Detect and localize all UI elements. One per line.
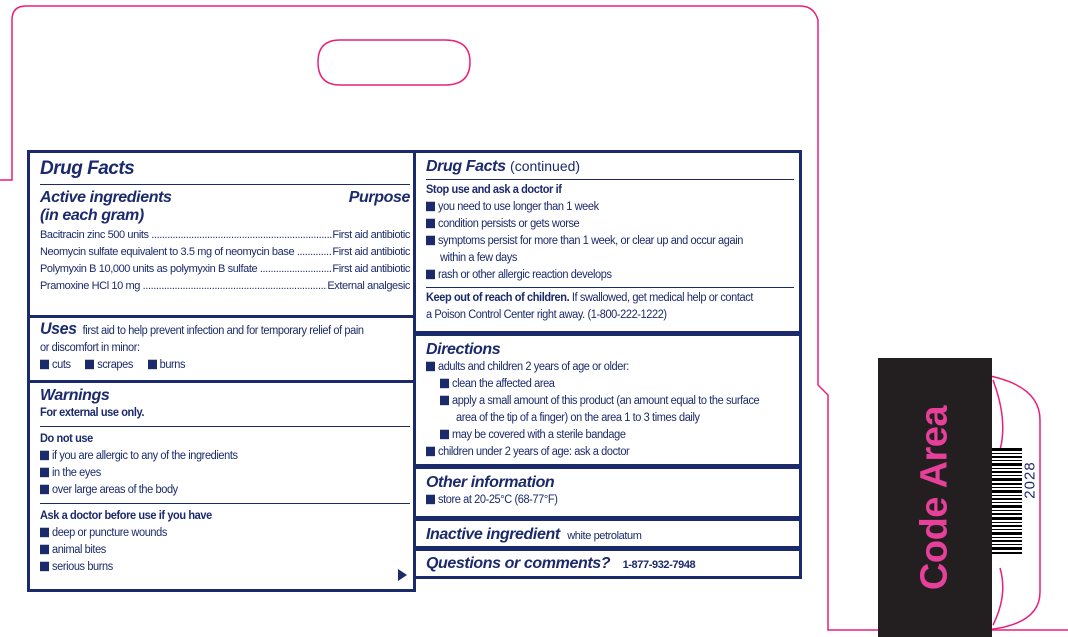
do-not-use-item: in the eyes [40,465,410,483]
ingredient-purpose: First aid antibiotic [332,262,410,275]
directions-heading: Directions [426,341,501,358]
keep-out-text: If swallowed, get medical help or contact [571,292,753,305]
questions-panel [413,548,802,579]
directions-item-cont: area of the tip of a finger) on the area 1 to 3 times daily [456,412,700,425]
ingredient-row [40,227,410,244]
directions-intro: adults and children 2 years of age or older: [426,359,794,377]
directions-panel [413,333,802,467]
ask-doctor-heading: Ask a doctor before use if you have [40,510,212,523]
uses-section [40,321,410,374]
ingredient-row [40,261,410,278]
other-information-panel [413,466,802,519]
directions-item: may be covered with a sterile bandage [426,427,794,445]
barcode [992,448,1038,554]
other-information-item: store at 20-25°C (68-77°F) [426,492,794,510]
inactive-ingredient-heading: Inactive ingredient [426,526,560,543]
ingredients-list [40,227,410,295]
keep-out-text-cont: a Poison Control Center right away. (1-800-222-1222) [426,309,667,322]
stop-use-item: rash or other allergic reaction develops [426,267,794,285]
inactive-ingredient-text: white petrolatum [567,530,642,542]
stop-use-item: symptoms persist for more than 1 week, or clear up and occur again [426,233,794,251]
stop-use-item-cont: within a few days [440,252,517,265]
uses-heading: Uses [40,320,77,339]
directions-item: apply a small amount of this product (an amount equal to the surface [426,393,794,411]
other-information-heading: Other information [426,474,555,491]
ingredient-purpose: First aid antibiotic [332,245,410,258]
purpose-heading: Purpose [348,188,410,206]
do-not-use-heading: Do not use [40,433,93,446]
inactive-ingredient-panel [413,518,802,549]
uses-item: scrapes [85,359,133,372]
do-not-use-item: over large areas of the body [40,482,410,500]
directions-item: clean the affected area [426,376,794,394]
ingredient-row [40,278,410,295]
warnings-divider [30,380,413,383]
ingredient-name: Bacitracin zinc 500 units ..... [40,227,332,244]
continue-arrow-icon [398,569,407,581]
title-rule [40,184,410,185]
barcode-number: 2028 [1021,461,1039,499]
warnings-rule [40,503,410,504]
active-ingredients-subheading: (in each gram) [40,207,144,225]
directions-children: children under 2 years of age: ask a doctor [426,444,794,462]
drug-facts-continued-title: Drug Facts [426,158,506,175]
continued-rule [426,179,794,180]
uses-divider [30,315,413,318]
ingredient-purpose: First aid antibiotic [332,228,410,241]
uses-text-cont: or discomfort in minor: [40,341,140,355]
warnings-rule [40,426,410,427]
keep-out-rule [426,287,794,288]
warnings-section [40,387,410,576]
code-area [878,358,992,637]
ingredient-purpose: External analgesic [327,279,410,292]
ingredient-row [40,244,410,261]
questions-phone: 1-877-932-7948 [622,559,696,571]
stop-use-heading: Stop use and ask a doctor if [426,184,562,197]
uses-text: first aid to help prevent infection and for temporary relief of pain [82,324,364,338]
uses-item: cuts [40,359,71,372]
continued-label: (continued) [510,158,581,174]
warnings-heading: Warnings [40,387,110,404]
ingredient-name: Neomycin sulfate equivalent to 3.5 mg of neomycin base ..... [40,244,332,261]
active-ingredients-heading: Active ingredients [40,188,172,206]
external-use-text: For external use only. [40,407,145,420]
ask-doctor-item: deep or puncture wounds [40,525,410,543]
do-not-use-item: if you are allergic to any of the ingredients [40,448,410,466]
ingredient-name: Polymyxin B 10,000 units as polymyxin B sulfate ..... [40,261,332,278]
uses-item: burns [148,359,186,372]
uses-items [40,357,410,375]
drug-facts-title: Drug Facts [40,158,135,179]
questions-heading: Questions or comments? [426,555,611,572]
code-area-label: Code Area [913,405,956,591]
drug-facts-left-panel [27,150,416,592]
stop-use-item: condition persists or gets worse [426,216,794,234]
drug-facts-continued-panel [413,150,802,334]
hang-hole [318,40,470,85]
stop-use-item: you need to use longer than 1 week [426,199,794,217]
keep-out-heading: Keep out of reach of children. [426,292,570,305]
ingredient-name: Pramoxine HCl 10 mg ..... [40,278,327,295]
ask-doctor-item: serious burns [40,559,410,577]
barcode-bars [992,448,1022,554]
ask-doctor-item: animal bites [40,542,410,560]
